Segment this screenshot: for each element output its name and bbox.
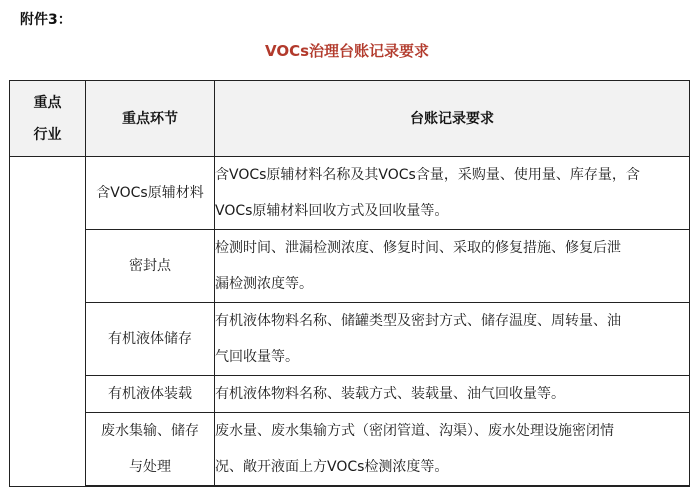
step-cell	[86, 303, 215, 376]
ledger-requirements-table	[9, 80, 690, 487]
step-text: 与处理	[129, 459, 171, 475]
table-row	[10, 157, 690, 230]
table-body	[10, 157, 690, 487]
step-cell	[86, 486, 215, 487]
requirement-text: VOCs原辅材料回收方式及回收量等。	[215, 203, 449, 219]
column-header-requirement: 台账记录要求	[215, 81, 690, 157]
step-text: 有机液体储存	[108, 331, 192, 347]
table-row	[10, 486, 690, 487]
document-title: VOCs治理台账记录要求	[264, 42, 430, 60]
requirement-cell	[215, 413, 690, 486]
requirement-cell	[215, 376, 690, 413]
table-header-row	[10, 81, 690, 157]
step-cell	[86, 413, 215, 486]
step-cell	[86, 157, 215, 230]
requirement-text: 有机液体物料名称、储罐类型及密封方式、储存温度、周转量、油	[215, 313, 621, 329]
table-row	[10, 376, 690, 413]
requirement-text: 含VOCs原辅材料名称及其VOCs含量，采购量、使用量、库存量，含	[215, 167, 640, 183]
step-text: 有机液体装载	[108, 386, 192, 402]
requirement-cell	[215, 157, 690, 230]
requirement-text: 气回收量等。	[215, 349, 299, 365]
column-header-industry-line2: 行业	[33, 126, 62, 143]
requirement-cell	[215, 486, 690, 487]
annex-label: 附件3：	[20, 12, 72, 28]
table-row	[10, 303, 690, 376]
requirement-cell	[215, 230, 690, 303]
column-header-industry	[10, 81, 86, 157]
column-header-industry-line1: 重点	[33, 94, 62, 111]
industry-cell	[10, 157, 86, 487]
requirement-text: 检测时间、泄漏检测浓度、修复时间、采取的修复措施、修复后泄	[215, 240, 621, 256]
requirement-text: 有机液体物料名称、装载方式、装载量、油气回收量等。	[215, 386, 565, 402]
requirement-text: 漏检测浓度等。	[215, 276, 313, 292]
step-text: 废水集输、储存	[101, 423, 199, 439]
step-cell	[86, 230, 215, 303]
table-row	[10, 413, 690, 486]
step-text: 含VOCs原辅材料	[96, 185, 204, 201]
table-row	[10, 230, 690, 303]
step-text: 密封点	[129, 258, 171, 274]
step-cell	[86, 376, 215, 413]
requirement-cell	[215, 303, 690, 376]
column-header-step: 重点环节	[86, 81, 215, 157]
requirement-text: 况、敞开液面上方VOCs检测浓度等。	[215, 459, 449, 475]
requirement-text: 废水量、废水集输方式（密闭管道、沟渠）、废水处理设施密闭情	[215, 423, 614, 439]
